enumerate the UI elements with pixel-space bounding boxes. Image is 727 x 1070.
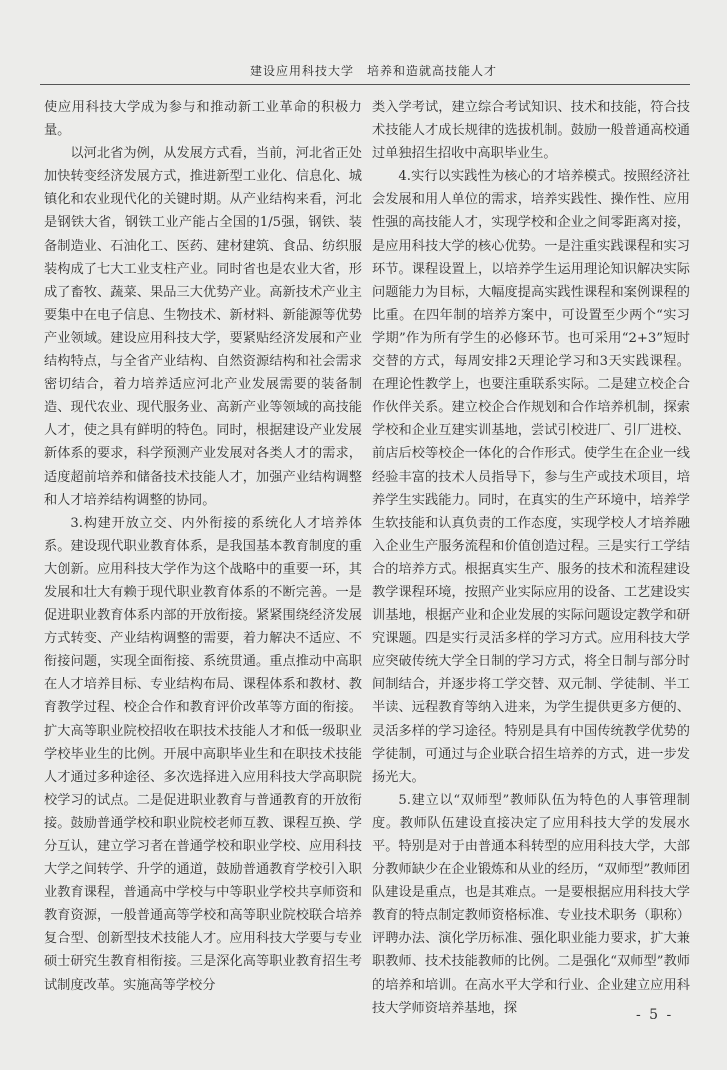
right-paragraph-3: 5.建立以“双师型”教师队伍为特色的人事管理制度。教师队伍建设直接决定了应用科技大学的发展水平。特别是对于由普通本科转型的应用科技大学，大部分教师缺少在企业锻炼和从业的经历，“双师型”教师团队建设是重点，也是其难点。一是要根据应用科技大学教育的特点制定教师资格标准、专业技术职务（职称）评聘办法、演化学历标准、强化职业能力要求，扩大兼职教师、技术技能教师的比例。二是强化“双师型”教师的培养和培训。在高水平大学和行业、企业建立应用科技大学师资培养基地，探 <box>372 792 690 1016</box>
left-paragraph-2: 以河北省为例，从发展方式看，当前，河北省正处加快转变经济发展方式，推进新型工业化、信息化、城镇化和农业现代化的关键时期。从产业结构来看，河北是钢铁大省，钢铁工业产能占全国的1/5强，钢铁、装备制造业、石油化工、医药、建材建筑、食品、纺织服装构成了七大工业支柱产业。同时省也是农业大省，形成了畜牧、蔬菜、果品三大优势产业。高新技术产业主要集中在电子信息、生物技术、新材料、新能源等优势产业领域。建设应用科技大学，要紧贴经济发展和产业结构特点，与全省产业结构、自然资源结构和社会需求密切结合，着力培养适应河北产业发展需要的装备制造、现代农业、现代服务业、高新产业等领域的高技能人才，使之具有鲜明的特色。同时，根据建设产业发展新体系的要求，科学预测产业发展对各类人才的需求，适度超前培养和储备技术技能人才，加强产业结构调整和人才培养结构调整的协同。 <box>44 146 362 508</box>
running-header: 建设应用科技大学 培养和造就高技能人才 <box>250 64 498 78</box>
right-column <box>372 96 690 1020</box>
right-paragraph-1: 类入学考试，建立综合考试知识、技术和技能，符合技术技能人才成长规律的选拔机制。鼓励一般普通高校通过单独招生招收中高职毕业生。 <box>372 100 690 162</box>
right-paragraph-2: 4.实行以实践性为核心的才培养模式。按照经济社会发展和用人单位的需求，培养实践性、操作性、应用性强的高技能人才，实现学校和企业之间零距离对接，是应用科技大学的核心优势。一是注重实践课程和实习环节。课程设置上，以培养学生运用理论知识解决实际问题能力为目标，大幅度提高实践性课程和案例课程的比重。在四年制的培养方案中，可设置至少两个“实习学期”作为所有学生的必修环节。也可采用“2+3”短时交替的方式，每周安排2天理论学习和3天实践课程。在理论性教学上，也要注重联系实际。二是建立校企合作伙伴关系。建立校企合作规划和合作培养机制，探索学校和企业互建实训基地，尝试引校进厂、引厂进校、前店后校等校企一体化的合作形式。使学生在企业一线经验丰富的技术人员指导下，参与生产或技术项目，培养学生实践能力。同时，在真实的生产环境中，培养学生软技能和认真负责的工作态度，实现学校人才培养融入企业生产服务流程和价值创造过程。三是实行工学结合的培养方式。根据真实生产、服务的技术和流程建设教学课程环境，按照产业实际应用的设备、工艺建设实训基地，根据产业和企业发展的实际问题设定教学和研究课题。四是实行灵活多样的学习方式。应用科技大学应突破传统大学全日制的学习方式，将全日制与部分时间制结合，并逐步将工学交替、双元制、学徒制、半工半读、远程教育等纳入进来，为学生提供更多方便的、灵活多样的学习途径。特别是具有中国传统教学优势的学徒制，可通过与企业联合招生培养的方式，进一步发扬光大。 <box>372 169 690 785</box>
header-rule <box>40 84 690 85</box>
page-number: - 5 - <box>636 1007 674 1023</box>
left-paragraph-1: 使应用科技大学成为参与和推动新工业革命的积极力量。 <box>44 100 362 139</box>
left-column <box>44 96 362 997</box>
left-paragraph-3: 3.构建开放立交、内外衔接的系统化人才培养体系。建设现代职业教育体系，是我国基本教育制度的重大创新。应用科技大学作为这个战略中的重要一环，其发展和壮大有赖于现代职业教育体系的不断完善。一是促进职业教育体系内部的开放衔接。紧紧围绕经济发展方式转变、产业结构调整的需要，着力解决不适应、不衔接问题，实现全面衔接、系统贯通。重点推动中高职在人才培养目标、专业结构布局、课程体系和教材、教育教学过程、校企合作和教育评价改革等方面的衔接。扩大高等职业院校招收在职技术技能人才和低一级职业学校毕业生的比例。开展中高职毕业生和在职技术技能人才通过多种途径、多次选择进入应用科技大学高职院校学习的试点。二是促进职业教育与普通教育的开放衔接。鼓励普通学校和职业院校老师互教、课程互换、学分互认，建立学习者在普通学校和职业学校、应用科技大学之间转学、升学的通道，鼓励普通教育学校引入职业教育课程，普通高中学校与中等职业学校共享师资和教育资源，一般普通高等学校和高等职业院校联合培养复合型、创新型技术技能人才。应用科技大学要与专业硕士研究生教育相衔接。三是深化高等职业教育招生考试制度改革。实施高等学校分 <box>44 515 362 993</box>
